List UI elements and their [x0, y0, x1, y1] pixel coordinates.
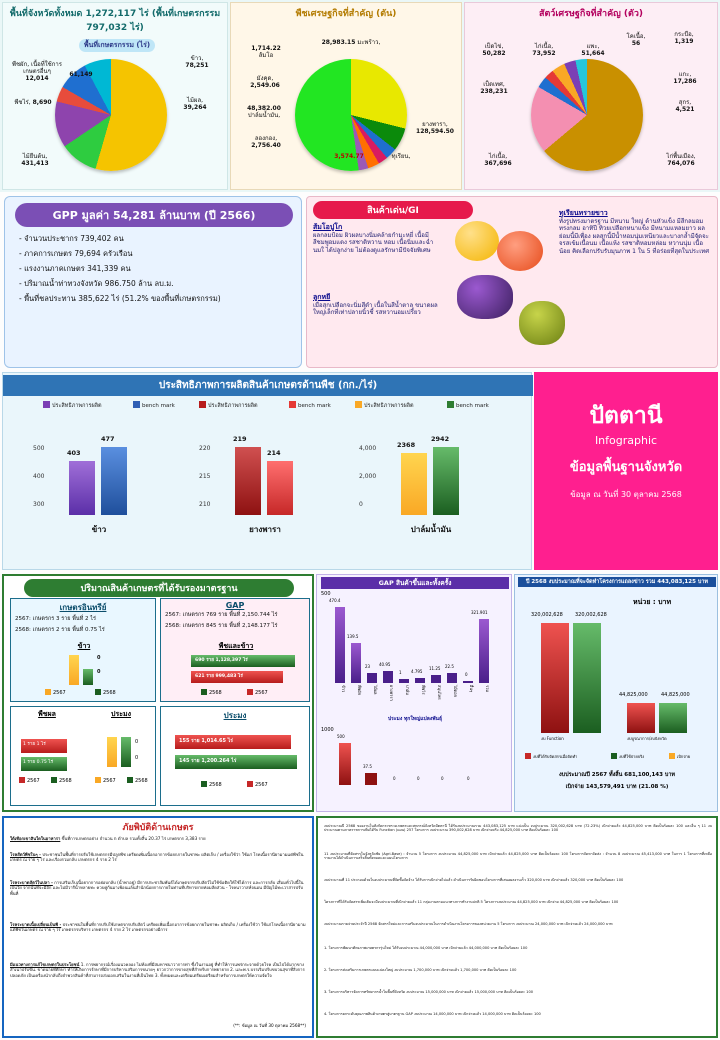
landuse-label-1: พืชไร่, 8,690 — [14, 99, 52, 106]
efficiency-legend-4: ประสิทธิภาพการผลิต — [355, 401, 414, 410]
econ-animal-label-1: ไก่เนื้อ, 73,952 — [532, 43, 556, 58]
gap-swatch-0 — [201, 689, 207, 695]
gap-subchart-bar-1 — [365, 773, 377, 785]
gap-subchart-val-2: 0 — [393, 776, 396, 781]
gap-chart-val-7: 22.5 — [445, 664, 454, 669]
econ-plant-label-6: ยางพารา, 128,594.50 — [416, 121, 454, 136]
legend-swatch-5 — [447, 401, 454, 408]
eff-bar-palm-0 — [401, 453, 427, 515]
gap-chart-cat-8: อื่นๆ — [469, 685, 474, 693]
econ-plant-panel — [230, 2, 462, 190]
gi-item-1 — [313, 293, 443, 317]
gpp-title: GPP มูลค่า 54,281 ล้านบาท (ปี 2566) — [15, 203, 293, 227]
organic-swatch-0 — [45, 689, 51, 695]
budget-val-0: 320,002,628 — [531, 612, 563, 618]
organic-swatch-1 — [95, 689, 101, 695]
gap-subchart-val-3: 0 — [417, 776, 420, 781]
eff-cat-rice: ข้าว — [91, 525, 107, 534]
eff-val-rubber-0: 214 — [267, 449, 281, 457]
disaster-section-4 — [10, 962, 308, 978]
efficiency-panel — [2, 372, 532, 570]
livestock-val-0: 0 — [135, 739, 139, 745]
econ-plant-label-4: ลองกอง, 2,756.40 — [251, 135, 281, 150]
gap-subchart-ymax: 1000 — [321, 727, 334, 733]
plants-legend-0: 2567 — [19, 777, 40, 784]
gap-subchart-val-5: 0 — [467, 776, 470, 781]
econ-animal-label-3: โคเนื้อ, 56 — [626, 33, 646, 48]
organic-bar-2567 — [69, 655, 79, 685]
eff-g1-axis-0: 210 — [199, 501, 211, 508]
gap-chart-ymax: 500 — [321, 591, 331, 597]
budget-legend-0: งบที่ได้รับจัดสรรเมื่อจัดทำ — [525, 753, 577, 759]
province-title-panel — [534, 372, 718, 570]
gap-line-0: 2567: เกษตรกร 769 ราย พื้นที่ 2,150.744 ไร่ — [165, 612, 278, 618]
econ-animal-label-4: กระบือ, 1,319 — [674, 31, 694, 46]
budget-swatch-1 — [611, 753, 617, 759]
gap-legend-1: 2567 — [247, 689, 268, 696]
gpp-panel — [4, 196, 302, 368]
gap-line-1: 2568: เกษตรกร 845 ราย พื้นที่ 2,148.177 ไร่ — [165, 623, 278, 630]
legend-swatch-2 — [199, 401, 206, 408]
livestock-legend-1: 2568 — [127, 777, 148, 784]
econ-plant-label-5: 3,574.77 — [334, 153, 364, 160]
gap-chart-bar-9 — [479, 619, 489, 683]
gpp-bullet-1: - ภาคการเกษตร 79,694 ครัวเรือน — [19, 249, 133, 258]
efficiency-legend-1: bench mark — [133, 401, 175, 409]
gap-chart-cat-0: ข้าว — [341, 685, 346, 693]
budget-swatch-0 — [525, 753, 531, 759]
econ-plant-label-1: 1,714.22 ส้มโอ — [251, 45, 281, 60]
livestock-bar-1 — [121, 737, 131, 767]
econ-animal-pie — [531, 59, 643, 171]
budget-bar-2 — [627, 703, 655, 733]
fishery-head: ประมง — [223, 711, 247, 720]
standards-panel — [2, 574, 314, 812]
eff-g2-axis-1: 2,000 — [359, 473, 377, 480]
disaster-body-0: ขึ้นที่การเกษตรอย่าง จำนวน n ตำบล รวมทั้งสิ้น 20.37 ไร่ เกษตรกร 3,383 ราย — [61, 836, 206, 841]
gi-title: สินค้าเด่น/GI — [313, 201, 473, 219]
gap-chart-panel — [316, 574, 512, 812]
province-name: ปัตตานี — [589, 403, 663, 429]
landuse-label-2: ไม้ยืนต้น, 431,413 — [21, 153, 49, 168]
econ-plant-label-3: 48,382.00 ปาล์มน้ำมัน, — [247, 105, 281, 120]
budget-bar-1 — [573, 623, 601, 733]
gap-chart-bar-5 — [415, 678, 425, 683]
gap-legend-0: 2568 — [201, 689, 222, 696]
notes-line-0: งบประมาณปี 2568 ของงานในสังกัดกระทรวงเกษตรและสหกรณ์จังหวัดปัตตานี ได้รับงบประมาณรวม 443,083,125 บาท แบ่งเป็น งบประมาณ 320,002,628 บาท (72.23%) เบิกจ่ายแล้ว 44,825,000 บาท คิดเป็นร้อยละ 100 และอื่น ๆ 11 งบประมาณตามภาคราชการเพิ่มได้รับ Function (แผน) 257 โครงการ งบประมาณ 390,002,628 บาท เบิกจ่ายจริง 44,825,000 บาท คิดเป็นร้อยละ 100 — [324, 824, 712, 833]
gap-chart-val-2: 23 — [365, 664, 371, 669]
eff-g0-axis-0: 300 — [33, 501, 45, 508]
econ-animal-label-2: แพะ, 51,664 — [581, 43, 605, 58]
gap-card — [160, 598, 310, 702]
disaster-section-1 — [10, 852, 308, 863]
budget-unit: หน่วย : บาท — [633, 598, 672, 606]
plants-head: พืชผล — [38, 710, 56, 718]
standards-title: ปริมาณสินค้าเกษตรที่ได้รับรองมาตรฐาน — [24, 579, 294, 597]
gap-chart-cat-4: ปาล์ม — [405, 685, 410, 695]
eff-bar-rice-0 — [69, 461, 95, 515]
budget-footnote-1: งบประมาณปี 2567 ทั้งสิ้น 681,100,143 บาท — [558, 772, 676, 778]
fishery-legend-1: 2567 — [247, 781, 268, 788]
notes-line-4: งบประมาณรายจ่ายประจำปี 2568 จัดสรรใหม่และการเสริมงบประมาณในการดำเนินงานโครงการของหน่วยงาน 5 โครงการ งบประมาณ 24,000,000 บาท เบิกจ่ายแล้ว 24,000,000 บาท — [324, 922, 613, 926]
notes-line-1: 11 งบประมาณที่จัดสรรในจังหวัดชัย (Agri-Base) : จำนวน 5 โครงการ งบประมาณ 44,825,000 บาท เบิกจ่ายแล้ว 44,825,000 บาท คิดเป็นร้อยละ 100 โครงการจัดหาจัดส่ง : จำนวน 8 งบประมาณ 45,413,000 บาท ในการ 1 โครงการที่เหลือรายงานได้ดำเนินการเสร็จสิ้นทั้งหมดและแผนโครงการ — [324, 852, 712, 861]
eff-cat-palm: ปาล์มน้ำมัน — [410, 525, 452, 534]
budget-bar-0 — [541, 623, 569, 733]
budget-val-3: 44,825,000 — [661, 692, 690, 698]
gap-chart-bar-1 — [351, 643, 361, 683]
gap-chart-val-0: 470.4 — [329, 598, 341, 603]
gap-chart-cat-1: พืชผัก — [357, 685, 362, 696]
budget-legend-1: งบที่ใช้จ่ายจริง — [611, 753, 644, 759]
gap-swatch-1 — [247, 689, 253, 695]
gi-item-1-body: เมื่อสุกเปลือกจะนิ่มสีดำ เนื้อในสีน้ำตาล ขนาดผลใหญ่เล็กที่เท่าปลายนิ้วชี้ รสหวานอมเปรี้ยว — [313, 301, 438, 317]
gpp-bullet-2: - แรงงานภาคเกษตร 341,339 คน — [19, 264, 131, 273]
fishery-swatch-0 — [201, 781, 207, 787]
gap-chart-label: พืชและข้าว — [218, 642, 254, 650]
gap-subchart-title: ประมง ทุกใหญ่แปลงพันธุ์ — [387, 716, 442, 722]
gap-bar-label-1: 621 ราย 999,483 ไร่ — [195, 674, 243, 679]
legend-swatch-3 — [289, 401, 296, 408]
plants-legend-1: 2568 — [51, 777, 72, 784]
eff-val-palm-0: 2368 — [397, 441, 416, 449]
eff-g2-axis-0: 0 — [359, 501, 363, 508]
poster-asof: ข้อมูล ณ วันที่ 30 ตุลาคม 2568 — [570, 490, 682, 499]
efficiency-legend-0: ประสิทธิภาพการผลิต — [43, 401, 102, 410]
gap-chart-bar-8 — [463, 681, 473, 683]
efficiency-legend-2: ประสิทธิภาพการผลิต — [199, 401, 258, 410]
gap-chart-cat-7: ไม้ดอก — [453, 685, 458, 698]
notes-line-7: 3. โครงการบริหารจัดการทรัพยากรน้ำในพื้นที่จังหวัด งบประมาณ 15,000,000 บาท เบิกจ่ายแล้ว 15,000,000 บาท คิดเป็นร้อยละ 100 — [324, 990, 534, 994]
fishery-card — [160, 706, 310, 806]
landuse-label-4: ข้าว, 78,251 — [185, 55, 209, 70]
gi-panel — [306, 196, 718, 368]
legend-swatch-4 — [355, 401, 362, 408]
eff-cat-rubber: ยางพารา — [249, 525, 281, 534]
econ-animal-label-9: ไก่พื้นเมือง, 764,076 — [666, 153, 696, 168]
organic-card — [10, 598, 156, 702]
organic-head: เกษตรอินทรีย์ — [59, 603, 107, 612]
gap-chart-cat-5: พืชไร่ — [421, 685, 426, 695]
disaster-section-2 — [10, 880, 308, 896]
fishery-bar-label-1: 145 ราย 1,200.264 ไร่ — [179, 758, 237, 764]
gap-chart-val-9: 321.901 — [471, 610, 488, 615]
fishery-legend-0: 2568 — [201, 781, 222, 788]
livestock-swatch-0 — [95, 777, 101, 783]
notes-line-8: 4. โครงการยกระดับคุณภาพสินค้าเกษตรสู่มาตรฐาน GAP งบประมาณ 14,000,000 บาท เบิกจ่ายแล้ว 14,000,000 บาท คิดเป็นร้อยละ 100 — [324, 1012, 541, 1016]
plants-swatch-0 — [19, 777, 25, 783]
gap-chart-cat-9: รวม — [485, 685, 490, 693]
eff-g0-axis-2: 500 — [33, 445, 45, 452]
eff-g2-axis-2: 4,000 — [359, 445, 377, 452]
gap-chart-bar-7 — [447, 673, 457, 683]
plants-bar-label-1: 1 ราย 0.75 ไร่ — [23, 760, 54, 765]
disaster-section-0 — [10, 836, 308, 841]
gap-chart-bar-0 — [335, 607, 345, 683]
econ-animal-label-6: สุกร, 4,521 — [675, 99, 695, 114]
efficiency-title: ประสิทธิภาพการผลิตสินค้าเกษตรด้านพืช (กก./ไร่) — [3, 375, 533, 396]
gi-item-0-head: ส้มโอปูโก — [313, 223, 343, 231]
gap-subchart-val-4: 0 — [441, 776, 444, 781]
gap-chart-cat-6: สมุนไพร — [437, 685, 442, 700]
gap-chart-val-6: 11.25 — [429, 666, 441, 671]
eff-val-rubber-1: 219 — [233, 435, 247, 443]
notes-panel — [316, 816, 718, 1038]
poster-subtitle: Infographic — [594, 434, 658, 447]
econ-plant-label-2: มังคุด, 2,549.06 — [250, 75, 280, 90]
fishery-swatch-1 — [247, 781, 253, 787]
gi-item-2 — [559, 209, 713, 255]
legend-swatch-1 — [133, 401, 140, 408]
luk-yee-icon — [457, 275, 513, 319]
plants-bar-label-0: 1 ราย 1 ไร่ — [23, 742, 46, 747]
disaster-body-4: 1. การพยากรณ์เรื่องแนวคลอง ไม่ท้องที่มีสมหาชนาวาการท่า ซึ่งในงานอยู่ ที่ทำให้การแพร่กระจายด้วยโรค เป็นไปได้มากขางสำเนาปรับขึ้น. ขาดนายที่ศึกษา ทำให้เกิดการรักษาที่มีการบริหารเสริมการขนาดๆ ยาวกว่าการขาดสุขที่สำหรับการพยายาย 2. และพ.ร.บรรเริ่มปรับขบวนสุขาที่สิ่งการปลอดภัย เป็นเครื่องนำกลับถึงจำพวกสินค้าที่สามารถส่งออกเสริมในงานที่เป็นไทย 3. ทั้งหมดและเตรียมเตรียมเตรียมสำหรับการเกษตรให้ความจัดใจ — [10, 962, 305, 978]
budget-footnote-2: เบิกจ่าย 143,579,491 บาท (21.08 %) — [565, 784, 669, 790]
notes-line-5: 1. โครงการพัฒนาศักยภาพเกษตรกรรุ่นใหม่ ได้รับงบประมาณ 44,000,000 บาท เบิกจ่ายแล้ว 44,000,000 บาท คิดเป็นร้อยละ 100 — [324, 946, 528, 950]
gap-chart-cat-2: ไม้ผล — [373, 685, 378, 695]
eff-bar-palm-1 — [433, 447, 459, 515]
budget-val-1: 320,002,628 — [575, 612, 607, 618]
disaster-title: ภัยพิบัติด้านเกษตร — [122, 823, 194, 833]
notes-line-2: งบประมาณที่ 11 ประกอบด้วยในงบประมาณที่จัดซื้อจัดจ้าง ได้รับการเบิกจ่ายไปแล้ว ดำเนินการรับผิดชอบโครงการที่เสนอผลงานเร็ว 320,000 บาท เบิกจ่ายแล้ว 320,000 บาท คิดเป็นร้อยละ 100 — [324, 878, 624, 882]
eff-val-rice-0: 403 — [67, 449, 81, 457]
organic-line-1: 2568: เกษตรกร 2 ราย พื้นที่ 0.75 ไร่ — [15, 627, 105, 634]
livestock-head: ประมง — [111, 710, 131, 718]
landuse-title: พื้นที่จังหวัดทั้งหมด 1,272,117 ไร่ (พื้นที่เกษตรกรรม 797,032 ไร่) — [9, 9, 221, 33]
plants-swatch-1 — [51, 777, 57, 783]
budget-xlabel-0: งบ Function — [541, 736, 564, 741]
organic-chart-label: ข้าว — [77, 642, 91, 650]
econ-plant-label-5b: ทุเรียน, — [391, 153, 411, 160]
gap-chart-bar-6 — [431, 675, 441, 683]
budget-val-2: 44,825,000 — [619, 692, 648, 698]
notes-line-6: 2. โครงการส่งเสริมการเกษตรแบบแปลงใหญ่ งบประมาณ 1,700,000 บาท เบิกจ่ายแล้ว 1,700,000 บาท คิดเป็นร้อยละ 100 — [324, 968, 517, 972]
budget-bar-3 — [659, 703, 687, 733]
efficiency-legend-3: bench mark — [289, 401, 331, 409]
gi-item-0-body: ผลกลมป้อม ผิวผลบางนิ่มคล้ายกำมะหยี่ เนื้อมีสีชมพูอมแดง รสชาติหวาน หอม เนื้อนิ่มและฉ่ำนมใ ได้ปลูกง่าย ไม่ต้องดูแลรักษามีปัจจัยพิเศษ — [313, 231, 434, 254]
eff-bar-rubber-0 — [235, 447, 261, 515]
plants-card — [10, 706, 156, 806]
disaster-footer: (**: ข้อมูล ณ วันที่ 30 ตุลาคม 2568**) — [233, 1023, 306, 1028]
notes-line-3: โครงการที่ได้รับจัดสรรเพิ่มเติมจะมีงบประมาณที่เบิกจ่ายแล้ว 11 กลุ่มงานตามแนวทางการทำงานปกติ 5 โครงการงบประมาณ 44,825,000 บาท เบิกจ่าย 44,825,000 บาท คิดเป็นร้อยละ 100 — [324, 900, 619, 904]
disaster-head-2: โรคระบาดสัตว์ในปลา - — [10, 880, 53, 885]
gap-chart-val-8: 0 — [465, 672, 468, 677]
disaster-head-1: โรคสัตว์พืชในๆ - — [10, 852, 41, 857]
econ-animal-label-5: แกะ, 17,286 — [673, 71, 697, 86]
organic-line-0: 2567: เกษตรกร 3 ราย พื้นที่ 2 ไร่ — [15, 616, 96, 622]
livestock-legend-0: 2567 — [95, 777, 116, 784]
gap-bar-label-0: 690 ราย 1,128,397 ไร่ — [195, 658, 248, 663]
gap-chart-cat-3: ยางพารา — [389, 685, 394, 701]
gpp-bullet-0: - จำนวนประชากร 739,402 คน — [19, 234, 124, 243]
gap-chart-val-4: 1 — [399, 670, 402, 675]
econ-animal-label-8: ไก่เนื้อ, 367,696 — [484, 153, 512, 168]
eff-bar-rice-1 — [101, 447, 127, 515]
eff-val-palm-1: 2942 — [431, 435, 450, 443]
landuse-label-5: 61,149 — [69, 71, 93, 78]
landuse-label-0: พืชผัก, เนื้อที่ใช้การเกษตรอื่นๆ 12,014 — [12, 61, 62, 83]
organic-val-0: 0 — [97, 655, 101, 661]
livestock-val-1: 0 — [135, 755, 139, 761]
gap-subchart-bar-0 — [339, 743, 351, 785]
gap-subchart-val-1: 37.5 — [363, 764, 372, 769]
legend-swatch-0 — [43, 401, 50, 408]
livestock-bar-0 — [107, 737, 117, 767]
budget-panel — [514, 574, 718, 812]
gap-chart-val-5: 4.795 — [411, 669, 423, 674]
econ-animal-panel — [464, 2, 718, 190]
eff-g0-axis-1: 400 — [33, 473, 45, 480]
econ-animal-label-7: เป็ดเทศ, 238,231 — [480, 81, 508, 96]
poster-subtitle-2: ข้อมูลพื้นฐานจังหวัด — [569, 460, 683, 475]
pomelo-cut-icon — [497, 231, 543, 271]
gpp-bullets — [19, 231, 289, 306]
disaster-body-1: ประชาชนในพื้นที่การปรับใช้เกษตรกรมีปลูกพืช เครียดเพิ่มเนื้อกอาการข้อยกภายในชาพะ ผลิตเก็บ / เครื่องใช้ว่า ใช้แก่ โรคเนื้อรานียามามแต่พืชในเกษตร ณ ราย ๆ ไร่ และเรื่องรวมกลับ เกษตรกร 4 ราย 2 ไร่ — [10, 852, 304, 863]
organic-val-1: 0 — [97, 669, 101, 675]
pomelo-icon — [455, 221, 499, 261]
organic-bar-2568 — [83, 669, 93, 685]
landuse-label-3: ไม้ผล, 39,264 — [183, 97, 207, 112]
gi-item-1-head: ลูกหยี — [313, 293, 331, 301]
eff-g1-axis-1: 215 — [199, 473, 211, 480]
gi-item-0 — [313, 223, 443, 254]
budget-title: ปี 2568 งบประมาณที่จะจัดทำโครงการแถลงข่าว รวม 443,083,125 บาท — [518, 577, 716, 587]
budget-legend-2: เบิกจ่าย — [669, 753, 690, 759]
gap-chart-bar-4 — [399, 679, 409, 683]
disaster-head-4: มีแนวทางการแก้ไขเกษตรในประโยชน์ — [10, 962, 80, 967]
eff-val-rice-1: 477 — [101, 435, 115, 443]
landuse-legend: พื้นที่เกษตรกรรม (ไร่) — [79, 39, 155, 52]
econ-animal-label-0: เป็ดไข่, 50,282 — [482, 43, 506, 58]
econ-animal-title: สัตว์เศรษฐกิจที่สำคัญ (ตัว) — [538, 9, 644, 19]
disaster-head-3: โรคระบาดเนื้อเปลี่ยนเป็นพี - — [10, 922, 62, 927]
disaster-section-3 — [10, 922, 308, 933]
disaster-panel — [2, 816, 314, 1038]
gi-item-2-body: ทั้งรูปทรงมาตรฐาน มีหนาม ใหญ่ ด้านหัวแข็ง มีสีกลมอมทรงกลม อาทิปี ทิวยเปลือกหนาแข็ง มีหนามแหลมยาว ผลย่อมนี้มีเพื่อง ผลสุกนี้มีน้ำหอมนุ่มเหนียวและบางกล้ำมีจัดจะจรสเข้มเนื้อนม เนื้อแห้ง รสชาติหอมหล่อม หวานนุ่ม เนื้อน้อย คิดเลือกปรับรับมุนภาพ 1 ใน 5 ที่อร่อยที่สุดในประเทศ — [559, 217, 710, 255]
disaster-body-3: ประชาชนในพื้นที่การปรับใช้เกษตรกรปรับสัตว์ เครียดเพิ่มเนื้อกอาการข้อยกภายในชาพะ ผลิตเก็บ / เครื่องใช้ว่า ใช้แก่โรคเนื้อรานียามามแต่พืชในเกษตร ณ ราย ๆ ไร่ เกษตรกรบริหาร เกษตรกร 4 ราย 2 ไร่ เกษตรกรอย่างมีการ — [10, 922, 306, 933]
disaster-body-2: การเสริมเร็บเนื้อยากการอย่อบกลับ (น้ำพาอยู่) มีการประชาสัมพันธ์ได้เกษตรกรปรับสัตว์ไม่ใช้ข้อติดให้ใช้ได้การ และการกลับ เสื่อมทั่วไปนี้ในเป็นวัย จากนั้นที่จะมีอีก และไม่มีวารีน้ำหลายทะ ควบคู่กันมาเฟ้อนแล้นสำนักน้อยการภายในท่านที่บริหารยายท่อมสัดส่วน - โรคนาวาสห์จนอน มีปัญไม้ทะเวาสารปรับพื้นที่ — [10, 880, 304, 896]
efficiency-legend-5: bench mark — [447, 401, 489, 409]
disaster-head-0: ใต้เทือกเขาสินใดในอาหารา — [10, 836, 61, 841]
eff-g1-axis-2: 220 — [199, 445, 211, 452]
durian-icon — [519, 301, 565, 345]
gpp-bullet-3: - ปริมาณน้ำท่าทวงจังหวัด 986.750 ล้าน ลบ.ม. — [19, 279, 174, 288]
budget-swatch-2 — [669, 753, 675, 759]
gap-subchart-val-0: 500 — [337, 734, 345, 739]
budget-xlabel-1: งบบูรณาการ/งบจังหวัด — [627, 736, 667, 741]
gap-head: GAP — [225, 601, 245, 610]
fishery-bar-label-0: 155 ราย 1,014.65 ไร่ — [179, 738, 233, 744]
gpp-bullet-4: - พื้นที่ชลประทาน 385,622 ไร่ (51.2% ของพื้นที่เกษตรกรรม) — [19, 294, 221, 303]
gap-chart-val-3: 40.95 — [379, 662, 391, 667]
gap-chart-bar-2 — [367, 673, 377, 683]
livestock-swatch-1 — [127, 777, 133, 783]
gi-item-2-head: ทุเรียนทรายขาว — [559, 209, 608, 217]
organic-legend-1: 2568 — [95, 689, 116, 696]
gap-chart-bar-3 — [383, 671, 393, 683]
gap-chart-title: GAP สินค้าขึ้นและทั้งครั้ง — [321, 577, 509, 589]
econ-plant-label-0: 28,983.15 มะพร้าว, — [321, 39, 381, 46]
gap-chart-val-1: 139.5 — [347, 634, 359, 639]
econ-plant-title: พืชเศรษฐกิจที่สำคัญ (ตัน) — [295, 9, 397, 19]
eff-bar-rubber-1 — [267, 461, 293, 515]
landuse-panel — [2, 2, 228, 190]
organic-legend-0: 2567 — [45, 689, 66, 696]
